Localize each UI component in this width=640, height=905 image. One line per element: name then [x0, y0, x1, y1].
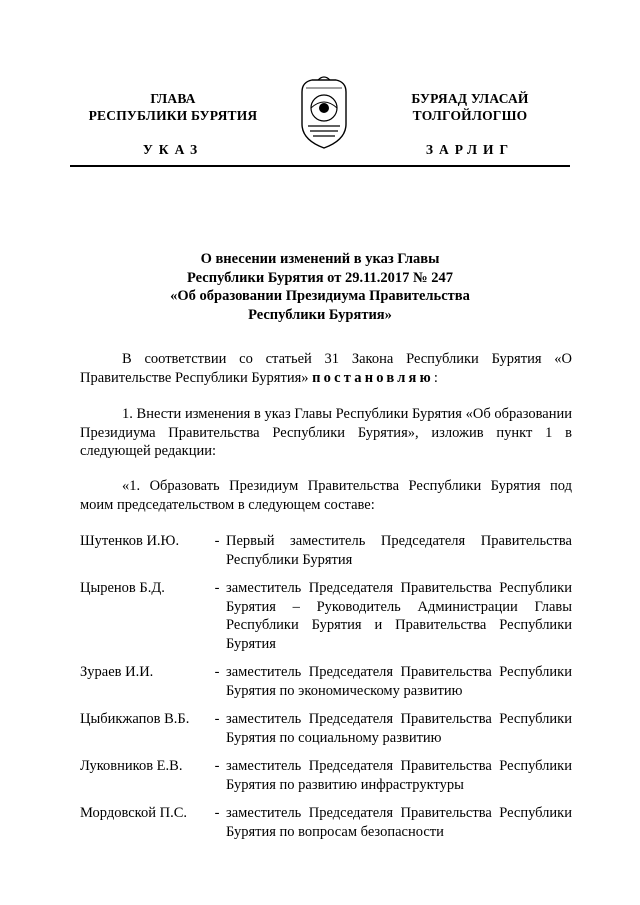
header-left-line: РЕСПУБЛИКИ БУРЯТИЯ: [88, 108, 258, 123]
member-dash: -: [214, 664, 220, 680]
title-line: О внесении изменений в указ Главы: [200, 251, 440, 267]
header-left-line: ГЛАВА: [150, 91, 196, 106]
title-line: Республики Бурятия»: [248, 306, 392, 323]
member-dash: -: [214, 580, 220, 596]
preamble-end: :: [433, 369, 438, 386]
member-row: [80, 579, 572, 653]
member-name: Мордовской П.С.: [80, 805, 188, 821]
coat-of-arms-icon: [298, 74, 350, 150]
member-name: Зураев И.И.: [80, 664, 154, 680]
member-role: заместитель Председателя Правительства Республики Бурятия по социальному развитию: [226, 711, 572, 746]
preamble-text: В соответствии со статьей 31 Закона Республики Бурятия «О Правительстве Республики Бурятия»: [80, 351, 572, 386]
clause-1-paragraph: 1. Внести изменения в указ Главы Республики Бурятия «Об образовании Президиума Правительства Республики Бурятия», изложив пункт 1 в следующей редакции:: [80, 406, 572, 459]
member-row: [80, 532, 572, 569]
member-role: заместитель Председателя Правительства Республики Бурятия по развитию инфраструктуры: [226, 758, 572, 793]
member-dash: -: [214, 758, 220, 774]
decree-keyword: постановляю: [312, 369, 434, 386]
member-dash: -: [214, 711, 220, 727]
members-list: [80, 532, 572, 851]
member-role: Первый заместитель Председателя Правительства Республики Бурятия: [226, 533, 572, 568]
header-right-line: БУРЯАД УЛАСАЙ: [411, 91, 529, 106]
member-name: Цыбикжапов В.Б.: [80, 711, 190, 727]
member-name: Луковников Е.В.: [80, 758, 183, 774]
member-role: заместитель Председателя Правительства Республики Бурятия – Руководитель Администрации Главы Республики Бурятия и Правительства Республики Бурятия: [226, 580, 572, 652]
title-line: «Об образовании Президиума Правительства: [170, 288, 470, 304]
header-right: [370, 90, 570, 124]
header-divider: [70, 165, 570, 167]
member-name: Цыренов Б.Д.: [80, 580, 165, 596]
member-dash: -: [214, 805, 220, 821]
composition-paragraph: «1. Образовать Президиум Правительства Республики Бурятия под моим председательством в следующем составе:: [80, 478, 572, 513]
title-line: Республики Бурятия от 29.11.2017 № 247: [187, 269, 453, 286]
member-dash: -: [214, 533, 220, 549]
header-right-line: ТОЛГОЙЛОГШО: [412, 108, 528, 123]
decree-label-ru: УКАЗ: [142, 142, 204, 157]
member-row: [80, 804, 572, 841]
member-row: [80, 757, 572, 794]
header-left: [68, 90, 278, 124]
document-title: [110, 250, 530, 324]
member-role: заместитель Председателя Правительства Республики Бурятия по вопросам безопасности: [226, 805, 572, 840]
member-row: [80, 710, 572, 747]
member-name: Шутенков И.Ю.: [80, 533, 180, 549]
member-role: заместитель Председателя Правительства Республики Бурятия по экономическому развитию: [226, 664, 572, 699]
member-row: [80, 663, 572, 700]
decree-label-bua: ЗАРЛИГ: [425, 142, 515, 157]
preamble-paragraph: [80, 350, 572, 387]
